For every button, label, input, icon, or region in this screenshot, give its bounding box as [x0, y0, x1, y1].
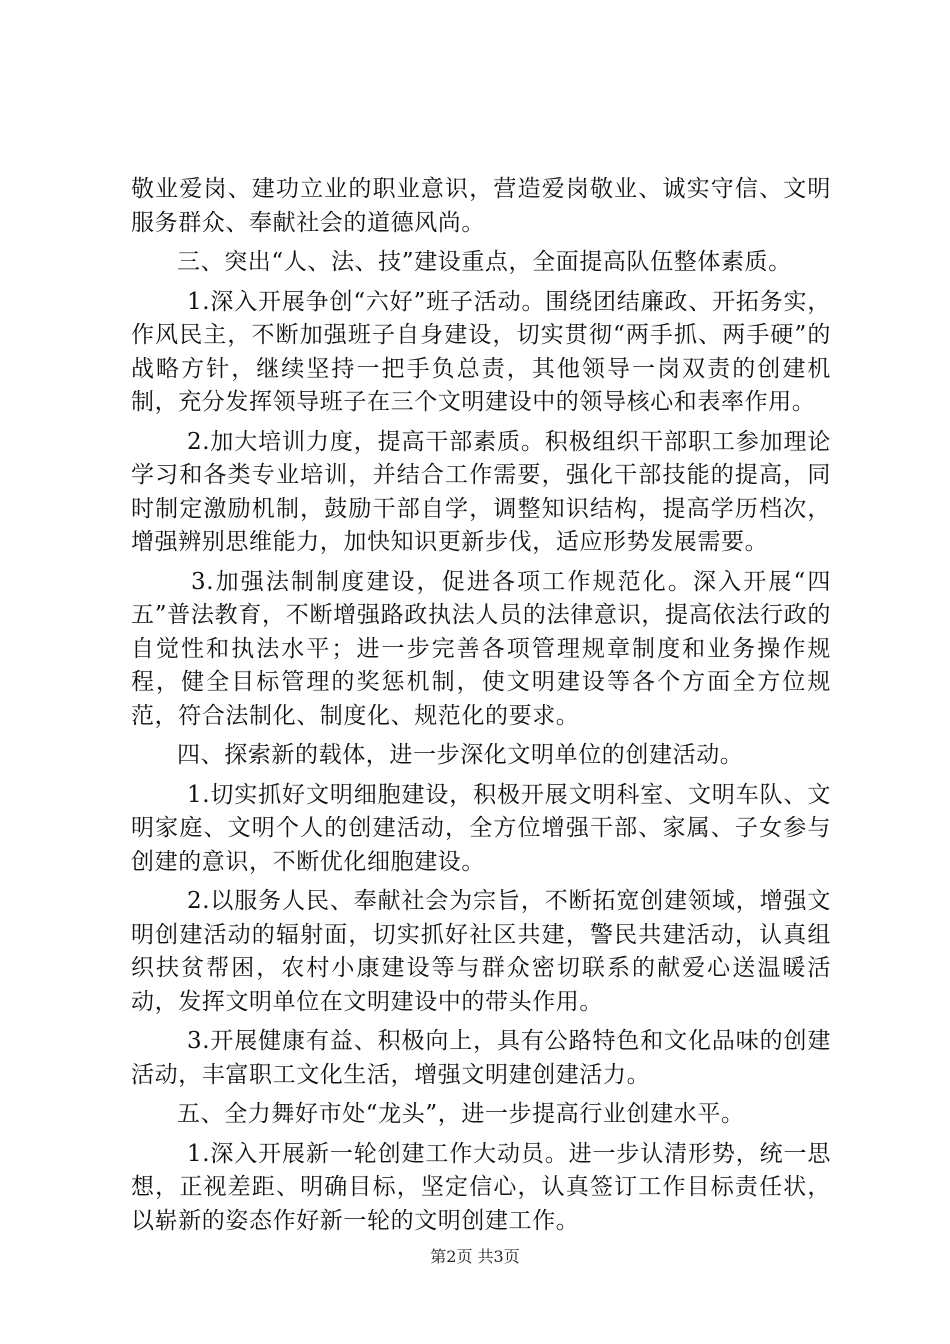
item-3-3: 3.加强法制制度建设，促进各项工作规范化。深入开展“四五”普法教育，不断增强路政执法人员的法律意识，提高依法行政的自觉性和执法水平；进一步完善各项管理规章制度和业务操作规程，健全目标管理的奖惩机制，使文明建设等各个方面全方位规范，符合法制化、制度化、规范化的要求。: [131, 568, 831, 729]
item-3-1: 1.深入开展争创“六好”班子活动。围绕团结廉政、开拓务实，作风民主，不断加强班子自身建设，切实贯彻“两手抓、两手硬”的战略方针，继续坚持一把手负总责，其他领导一岗双责的创建机制，充分发挥领导班子在三个文明建设中的领导核心和表率作用。: [131, 288, 831, 415]
item-4-3: 3.开展健康有益、积极向上，具有公路特色和文化品味的创建活动，丰富职工文化生活，增强文明建创建活力。: [131, 1028, 831, 1088]
item-5-1: 1.深入开展新一轮创建工作大动员。进一步认清形势，统一思想，正视差距、明确目标，坚定信心，认真签订工作目标责任状，以崭新的姿态作好新一轮的文明创建工作。: [131, 1140, 831, 1234]
section-heading-4: 四、探索新的载体，进一步深化文明单位的创建活动。: [177, 742, 744, 768]
paragraph-continuation: 敬业爱岗、建功立业的职业意识，营造爱岗敬业、诚实守信、文明服务群众、奉献社会的道德风尚。: [131, 176, 831, 236]
item-4-1: 1.切实抓好文明细胞建设，积极开展文明科室、文明车队、文明家庭、文明个人的创建活动，全方位增强干部、家属、子女参与创建的意识，不断优化细胞建设。: [131, 781, 831, 875]
section-heading-5: 五、全力舞好市处“龙头”，进一步提高行业创建水平。: [177, 1101, 745, 1127]
item-3-2: 2.加大培训力度，提高干部素质。积极组织干部职工参加理论学习和各类专业培训，并结合工作需要，强化干部技能的提高，同时制定激励机制，鼓励干部自学，调整知识结构，提高学历档次，增强辨别思维能力，加快知识更新步伐，适应形势发展需要。: [131, 428, 831, 555]
section-heading-3: 三、突出“人、法、技”建设重点，全面提高队伍整体素质。: [177, 249, 792, 275]
item-4-2: 2.以服务人民、奉献社会为宗旨，不断拓宽创建领域，增强文明创建活动的辐射面，切实抓好社区共建，警民共建活动，认真组织扶贫帮困，农村小康建设等与群众密切联系的献爱心送温暖活动，发挥文明单位在文明建设中的带头作用。: [131, 888, 831, 1015]
page-footer: 第2页 共3页: [430, 1247, 520, 1266]
document-body: [131, 173, 831, 1244]
